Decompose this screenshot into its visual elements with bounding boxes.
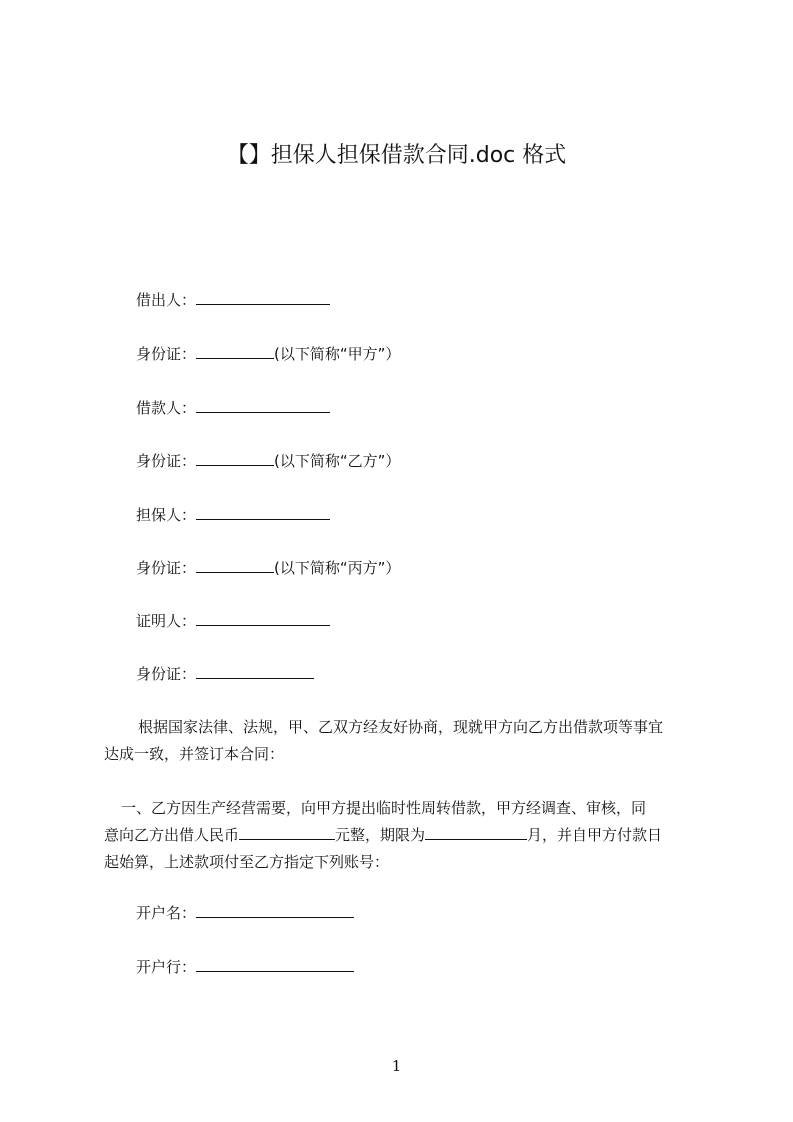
witness-id-field [136,664,314,684]
borrower-label: 借款人： [136,399,197,417]
lender-blank[interactable] [196,290,330,305]
witness-label: 证明人： [136,612,197,630]
clause-1-payment-text: 月，并自甲方付款日 [527,826,663,844]
guarantor-label: 担保人： [136,506,197,524]
clause-1-line-2 [104,822,704,849]
page-number: 1 [391,1057,402,1075]
account-bank-label: 开户行： [136,958,197,976]
account-name-field [136,903,354,923]
lender-id-field [136,344,400,364]
intro-line-1: 根据国家法律、法规，甲、乙双方经友好协商，现就甲方向乙方出借款项等事宜 [138,718,664,736]
lender-id-label: 身份证： [136,345,197,363]
clause-1-line-3: 起始算，上述款项付至乙方指定下列账号： [104,853,390,871]
guarantor-id-blank[interactable] [196,558,274,573]
guarantor-field [136,505,330,525]
borrower-id-label: 身份证： [136,452,197,470]
borrower-id-field [136,451,400,471]
witness-id-label: 身份证： [136,665,197,683]
witness-id-blank[interactable] [196,664,314,679]
witness-blank[interactable] [196,611,330,626]
witness-field [136,611,330,631]
borrower-blank[interactable] [196,398,330,413]
clause-1-paragraph [104,795,704,876]
lender-id-blank[interactable] [196,344,274,359]
account-bank-field [136,957,354,977]
intro-line-2: 达成一致，并签订本合同： [104,745,285,763]
account-bank-blank[interactable] [196,957,354,972]
clause-1-term-text: 元整，期限为 [335,826,426,844]
guarantor-id-suffix: (以下简称“丙方”） [274,559,401,577]
intro-paragraph [104,714,704,768]
borrower-id-suffix: (以下简称“乙方”） [274,452,401,470]
borrower-field [136,398,330,418]
borrower-id-blank[interactable] [196,451,274,466]
account-name-label: 开户名： [136,904,197,922]
loan-amount-blank[interactable] [239,825,335,840]
clause-1-amount-text: 意向乙方出借人民币 [104,826,240,844]
guarantor-id-label: 身份证： [136,559,197,577]
document-title: 【】担保人担保借款合同.doc 格式 [226,143,567,168]
loan-term-blank[interactable] [425,825,527,840]
clause-1-line-1: 一、乙方因生产经营需要，向甲方提出临时性周转借款，甲方经调查、审核，同 [121,799,647,817]
lender-id-suffix: (以下简称“甲方”） [274,345,401,363]
guarantor-id-field [136,558,400,578]
account-name-blank[interactable] [196,903,354,918]
guarantor-blank[interactable] [196,505,330,520]
lender-field [136,290,330,310]
lender-label: 借出人： [136,291,197,309]
